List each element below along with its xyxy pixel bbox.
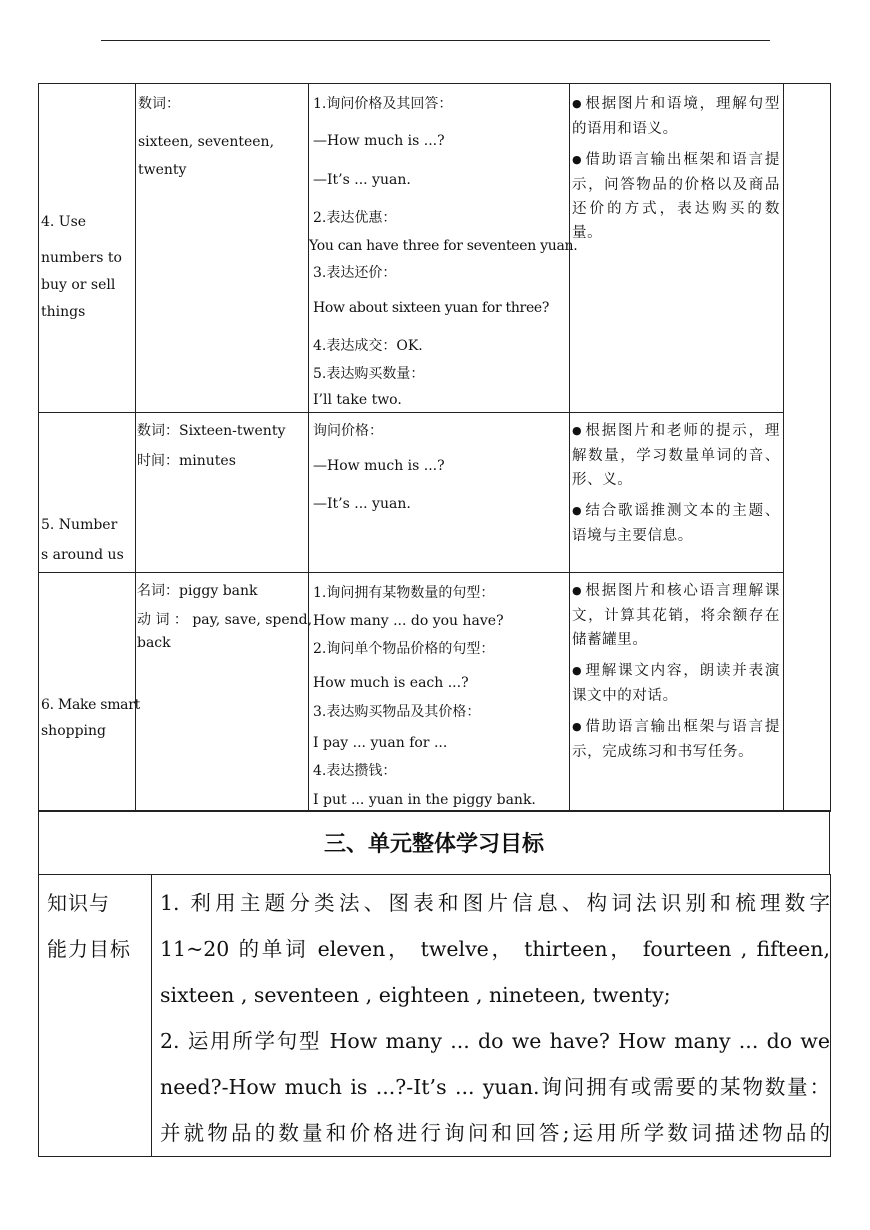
bullet-icon: ● <box>572 664 584 677</box>
words-line: 数词：Sixteen-twenty <box>137 423 286 439</box>
sentence-line: 询问价格： <box>313 423 383 439</box>
words-line: 时间：minutes <box>137 453 236 469</box>
sentence-line: 4.表达攒钱： <box>313 763 397 779</box>
bullet-icon: ● <box>572 720 584 733</box>
bullet-icon: ● <box>572 153 584 166</box>
goal-text: 理解课文内容，朗读并表演课文中的对话。 <box>572 663 780 704</box>
topic-line: s around us <box>41 547 124 563</box>
topic-line: shopping <box>41 723 107 739</box>
bullet-icon: ● <box>572 584 584 597</box>
sentence-line: 4.表达成交：OK. <box>313 338 423 354</box>
words-cell <box>136 413 309 573</box>
bullet-icon: ● <box>572 424 584 437</box>
section-title: 三、单元整体学习目标 <box>38 810 830 874</box>
topic-line: 5. Number <box>41 517 118 533</box>
table-row <box>39 573 831 812</box>
goal-item <box>572 148 780 245</box>
goal-text: 借助语言输出框架和语言提示，问答物品的价格以及商品还价的方式，表达购买的数量。 <box>572 152 780 241</box>
goal-item <box>572 92 780 141</box>
sentence-line: 1.询问拥有某物数量的句型： <box>313 585 495 601</box>
goal-item <box>572 499 780 548</box>
goal-text-cell <box>152 875 831 1157</box>
sentences-cell <box>309 84 578 413</box>
header-rule <box>101 40 770 41</box>
words-line: 名词：piggy bank <box>137 583 258 599</box>
words-line: sixteen, seventeen, <box>138 134 275 150</box>
sentences-cell <box>309 573 570 812</box>
sentence-line: How about sixteen yuan for three? <box>313 300 550 316</box>
goals-cell <box>570 413 784 573</box>
bullet-icon: ● <box>572 97 584 110</box>
goal-table <box>38 874 831 1157</box>
goal-text: 根据图片和老师的提示，理解数量，学习数量单词的音、形、义。 <box>572 423 780 488</box>
goal-text-line: need?-How much is ...?-It’s ... yuan.询问拥有或需要的某物数量： <box>160 1075 830 1099</box>
words-line: back <box>137 635 171 651</box>
sentence-line: 3.表达还价： <box>313 265 397 281</box>
words-line: 数词： <box>138 96 180 112</box>
goal-item <box>572 659 780 708</box>
table-row <box>39 875 831 1157</box>
sentence-line: You can have three for seventeen yuan. <box>309 238 578 254</box>
topic-line: numbers to <box>41 250 122 266</box>
goal-text-line: 并就物品的数量和价格进行询问和回答;运用所学数词描述物品的 <box>160 1121 830 1145</box>
empty-cell <box>784 84 831 812</box>
words-cell <box>136 573 313 812</box>
topic-line: buy or sell <box>41 277 116 293</box>
goal-text-line: sixteen , seventeen , eighteen , nineteen, twenty; <box>160 983 671 1007</box>
goal-text-line: 1. 利用主题分类法、图表和图片信息、构词法识别和梳理数字 <box>160 891 830 915</box>
goal-text: 借助语言输出框架与语言提示，完成练习和书写任务。 <box>572 719 780 760</box>
topic-line: things <box>41 304 86 320</box>
sentence-line: —It’s ... yuan. <box>313 496 411 512</box>
topic-line: 4. Use <box>41 214 87 230</box>
topic-cell <box>39 84 136 413</box>
goal-item <box>572 579 780 652</box>
goals-cell <box>570 573 784 812</box>
goal-text-line: 11~20 的单词 eleven， twelve， thirteen， fourteen , fifteen, <box>160 937 830 961</box>
goal-text: 根据图片和语境，理解句型的语用和语义。 <box>572 96 780 137</box>
goal-label-cell <box>39 875 152 1157</box>
sentence-line: I pay ... yuan for ... <box>313 735 448 751</box>
goal-text: 结合歌谣推测文本的主题、语境与主要信息。 <box>572 503 780 544</box>
sentences-cell <box>309 413 570 573</box>
sentence-line: 2.询问单个物品价格的句型： <box>313 641 495 657</box>
goal-text-line: 2. 运用所学句型 How many ... do we have? How many ... do we <box>160 1029 830 1053</box>
sentence-line: How much is each ...? <box>313 675 469 691</box>
sentence-line: 3.表达购买物品及其价格： <box>313 704 481 720</box>
topic-line: 6. Make smart <box>41 697 140 713</box>
lesson-table <box>38 83 831 812</box>
sentence-line: How many ... do you have? <box>313 613 504 629</box>
goals-cell <box>570 84 784 413</box>
sentence-line: 1.询问价格及其回答： <box>313 96 453 112</box>
sentence-line: 5.表达购买数量： <box>313 366 425 382</box>
topic-cell <box>39 413 136 573</box>
goal-text: 根据图片和核心语言理解课文，计算其花销，将余额存在储蓄罐里。 <box>572 583 780 648</box>
sentence-line: I put ... yuan in the piggy bank. <box>313 792 536 808</box>
goal-item <box>572 419 780 492</box>
sentence-line: —How much is ...? <box>313 133 445 149</box>
table-row <box>39 84 831 413</box>
goal-item <box>572 715 780 764</box>
sentence-line: —How much is ...? <box>313 458 445 474</box>
words-cell <box>136 84 309 413</box>
goal-label-line: 知识与 <box>47 891 110 915</box>
table-row <box>39 413 831 573</box>
sentence-line: 2.表达优惠： <box>313 210 397 226</box>
topic-cell <box>39 573 140 812</box>
sentence-line: I’ll take two. <box>313 392 402 408</box>
sentence-line: —It’s ... yuan. <box>313 172 411 188</box>
bullet-icon: ● <box>572 504 584 517</box>
words-line: twenty <box>138 162 187 178</box>
goal-label-line: 能力目标 <box>47 937 131 961</box>
words-line: 动 词 ： pay, save, spend, <box>137 612 313 628</box>
